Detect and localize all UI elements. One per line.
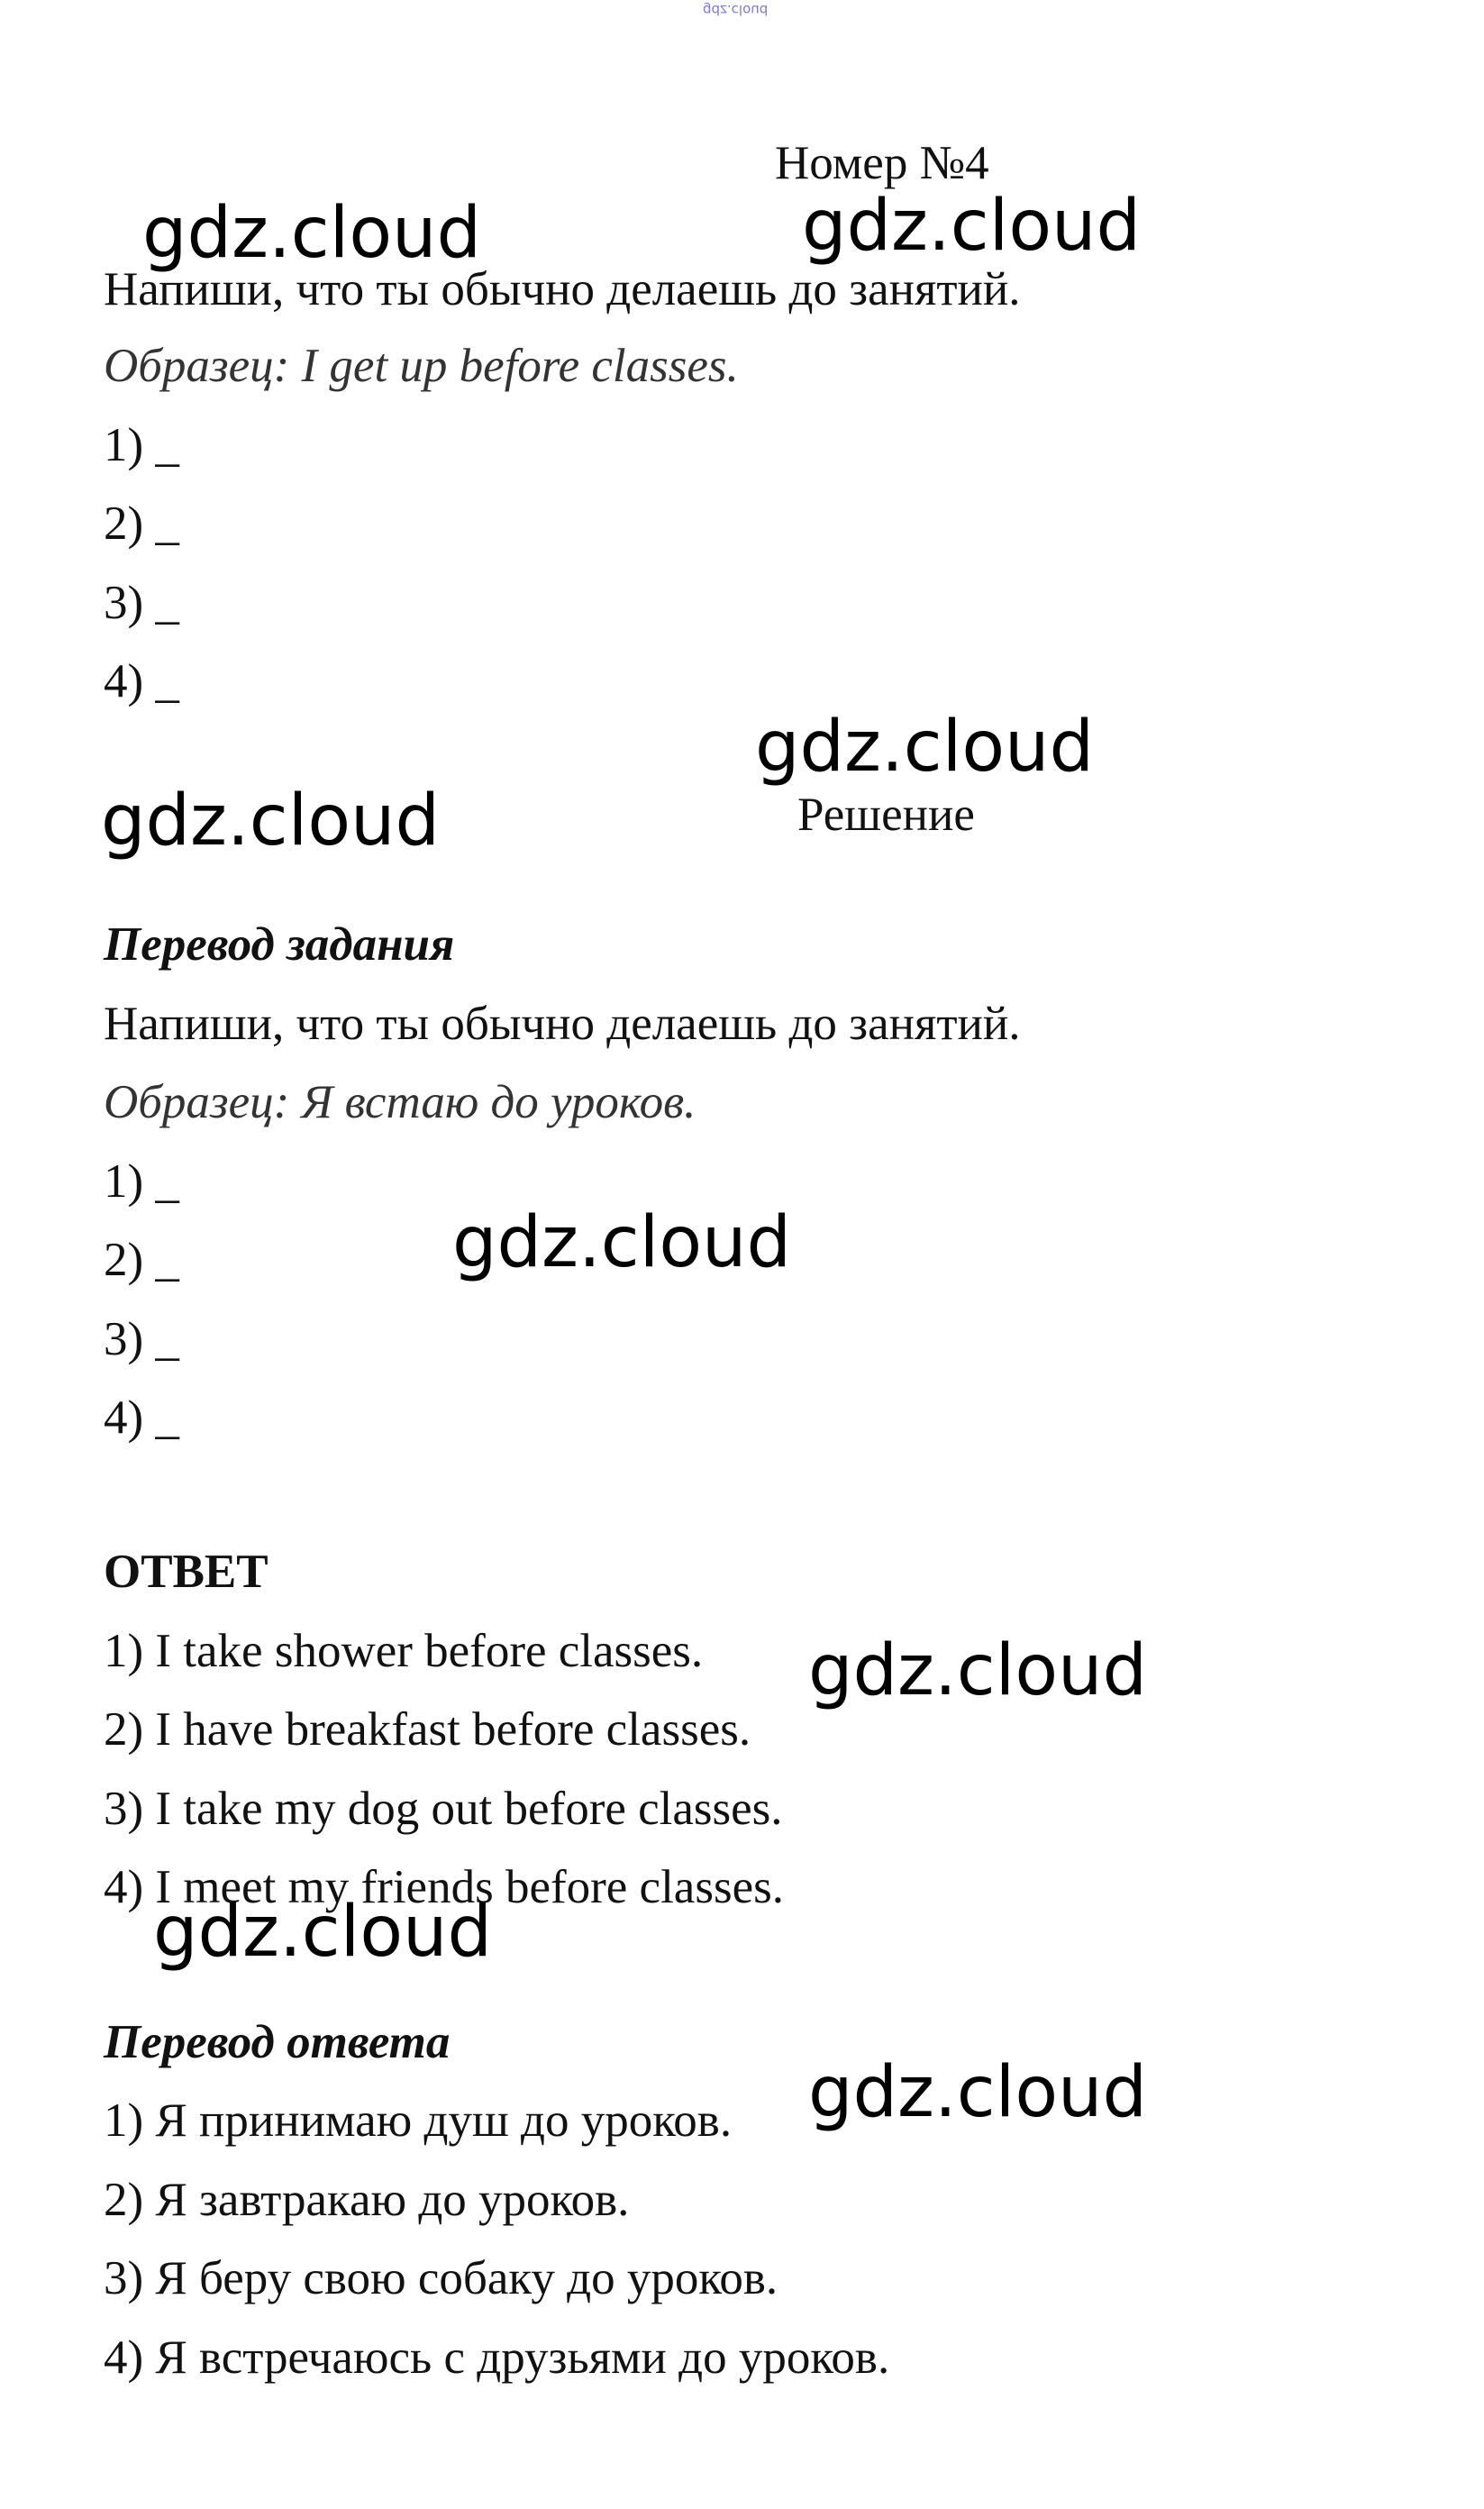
answer-item-4: 4) I meet my friends before classes.	[104, 1861, 784, 1913]
answer-title: ОТВЕТ	[104, 1546, 269, 1598]
answer-item-1: 1) I take shower before classes.	[104, 1625, 704, 1677]
answer-translation-item-1: 1) Я принимаю душ до уроков.	[104, 2094, 733, 2147]
task-example: Образец: I get up before classes.	[104, 340, 739, 392]
page-title: Номер №4	[775, 137, 989, 189]
answer-translation-title: Перевод ответа	[104, 2016, 451, 2068]
task-translation-blank-4: 4) _	[104, 1391, 179, 1444]
watermark: gdz.cloud	[808, 1630, 1147, 1711]
task-translation-blank-2: 2) _	[104, 1234, 179, 1286]
watermark: gdz.cloud	[153, 1892, 492, 1973]
watermark: gdz.cloud	[142, 193, 481, 274]
watermark: gdz.cloud	[755, 707, 1094, 788]
answer-translation-item-4: 4) Я встречаюсь с друзьями до уроков.	[104, 2331, 890, 2384]
task-blank-2: 2) _	[104, 497, 179, 550]
solution-heading: Решение	[797, 789, 975, 841]
watermark: gdz.cloud	[101, 780, 440, 862]
task-translation-blank-3: 3) _	[104, 1313, 179, 1365]
top-watermark: gdz.cloud	[703, 2, 769, 18]
task-translation-example: Образец: Я встаю до уроков.	[104, 1076, 696, 1128]
answer-item-2: 2) I have breakfast before classes.	[104, 1703, 751, 1756]
task-blank-1: 1) _	[104, 419, 179, 471]
task-instruction: Напиши, что ты обычно делаешь до занятий.	[104, 263, 1021, 315]
answer-item-3: 3) I take my dog out before classes.	[104, 1783, 783, 1835]
task-translation-blank-1: 1) _	[104, 1155, 179, 1208]
task-blank-4: 4) _	[104, 655, 179, 707]
task-translation-title: Перевод задания	[104, 918, 455, 971]
answer-translation-item-3: 3) Я беру свою собаку до уроков.	[104, 2252, 778, 2304]
watermark: gdz.cloud	[452, 1202, 791, 1283]
watermark: gdz.cloud	[802, 186, 1141, 267]
answer-translation-item-2: 2) Я завтракаю до уроков.	[104, 2174, 630, 2226]
task-translation-instruction: Напиши, что ты обычно делаешь до занятий.	[104, 998, 1021, 1050]
watermark: gdz.cloud	[808, 2052, 1147, 2133]
task-blank-3: 3) _	[104, 577, 179, 629]
